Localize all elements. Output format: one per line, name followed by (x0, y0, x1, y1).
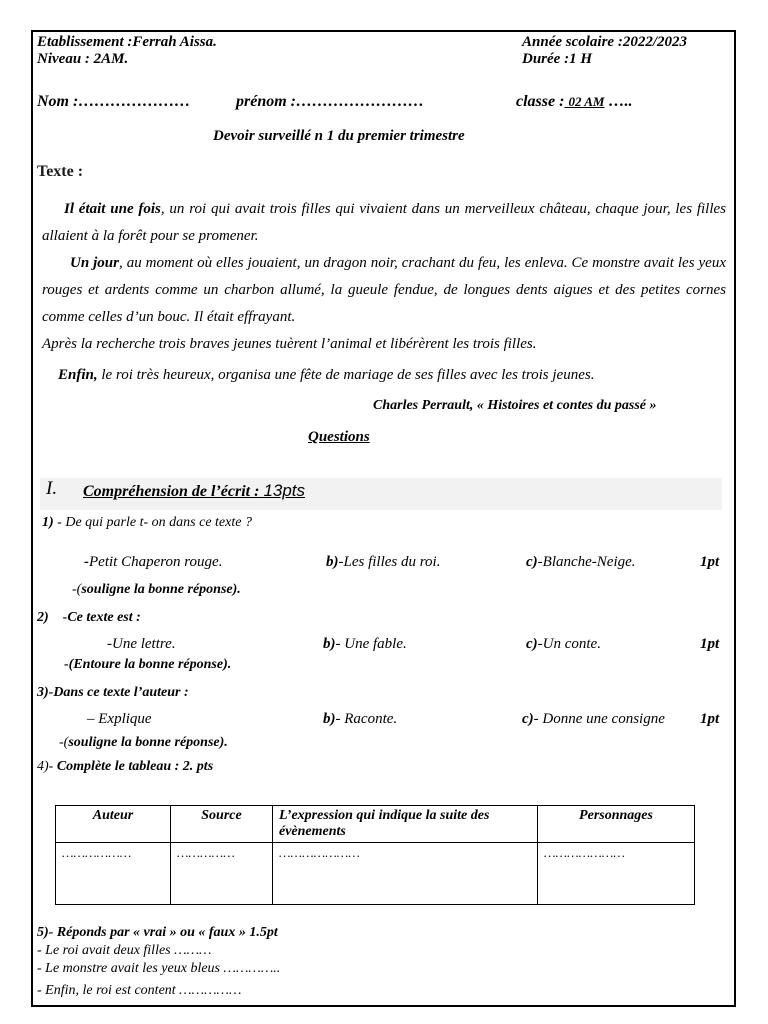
table-row (56, 843, 695, 905)
exam-title: Devoir surveillé n 1 du premier trimestre (213, 128, 465, 144)
class-label: classe : (516, 93, 565, 110)
school-name: Etablissement :Ferrah Aissa. (37, 34, 217, 50)
text-label: Texte : (37, 163, 84, 180)
table-header: Personnages (538, 806, 695, 843)
q1-option-b: b)-Les filles du roi. (326, 554, 441, 570)
q2-option-a: -Une lettre. (107, 636, 176, 652)
q2-option-b: b)- Une fable. (323, 636, 407, 652)
q3-option-c: c)- Donne une consigne (522, 711, 665, 727)
q4-question: 4)- Complète le tableau : 2. pts (37, 759, 214, 774)
q1-question: 1) - De qui parle t- on dans ce texte ? (42, 515, 252, 530)
class-value: 02 AM (568, 94, 605, 109)
firstname-field: prénom :…………………… (236, 93, 424, 110)
q5-question: 5)- Réponds par « vrai » ou « faux » 1.5pt (37, 925, 278, 940)
q2-option-c: c)-Un conte. (526, 636, 601, 652)
q1-option-c: c)-Blanche-Neige. (526, 554, 636, 570)
answer-table (55, 805, 695, 905)
table-cell[interactable]: ………………… (273, 843, 538, 905)
table-header-row (56, 806, 695, 843)
q2-question: 2) -Ce texte est : (37, 610, 141, 625)
q3-question: 3)-Dans ce texte l’auteur : (37, 685, 189, 700)
table-cell[interactable]: ………………… (538, 843, 695, 905)
q1-instruction: -(souligne la bonne réponse). (72, 582, 241, 597)
q5-item: - Le roi avait deux filles ……… (37, 943, 212, 958)
table-cell[interactable]: …………… (171, 843, 273, 905)
text-source: Charles Perrault, « Histoires et contes du passé » (373, 398, 657, 413)
q3-instruction: -(souligne la bonne réponse). (59, 735, 228, 750)
q1-option-a: -Petit Chaperon rouge. (84, 554, 223, 570)
level: Niveau : 2AM. (37, 51, 129, 67)
class-field (516, 93, 632, 111)
paragraph-4: Enfin, le roi très heureux, organisa une fête de mariage de ses filles avec les trois jeunes. (58, 367, 595, 383)
q5-item: - Le monstre avait les yeux bleus ………….. (37, 961, 281, 976)
paragraph-2: Un jour, au moment où elles jouaient, un dragon noir, crachant du feu, les enleva. Ce monstre avait les yeux rouges et ardents comme un charbon allumé, la gueule fendue, de longues dents aigues et des petites cornes comme celles d’un bouc. Il était effrayant. (42, 255, 726, 325)
paragraph-3: Après la recherche trois braves jeunes tuèrent l’animal et libérèrent les trois filles. (42, 336, 537, 352)
section-number: I. (46, 478, 58, 499)
duration: Durée :1 H (522, 51, 592, 67)
q2-points: 1pt (700, 636, 720, 652)
class-tail: ….. (604, 93, 633, 110)
table-header: Auteur (56, 806, 171, 843)
table-header: Source (171, 806, 273, 843)
table-cell[interactable]: ……………… (56, 843, 171, 905)
q3-option-b: b)- Raconte. (323, 711, 398, 727)
section-title: Compréhension de l’écrit : 13pts (83, 481, 306, 500)
q2-instruction: -(Entoure la bonne réponse). (64, 657, 232, 672)
q5-item: - Enfin, le roi est content …………… (37, 983, 242, 998)
school-year: Année scolaire :2022/2023 (522, 34, 687, 50)
q3-points: 1pt (700, 711, 720, 727)
q1-points: 1pt (700, 554, 720, 570)
name-field: Nom :………………… (37, 93, 191, 110)
paragraph-1: Il était une fois, un roi qui avait trois filles qui vivaient dans un merveilleux château, chaque jour, les filles allaient à la forêt pour se promener. (42, 201, 726, 244)
q3-option-a: – Explique (87, 711, 152, 727)
questions-title: Questions (308, 429, 370, 445)
table-header: L’expression qui indique la suite des évènements (273, 806, 538, 843)
